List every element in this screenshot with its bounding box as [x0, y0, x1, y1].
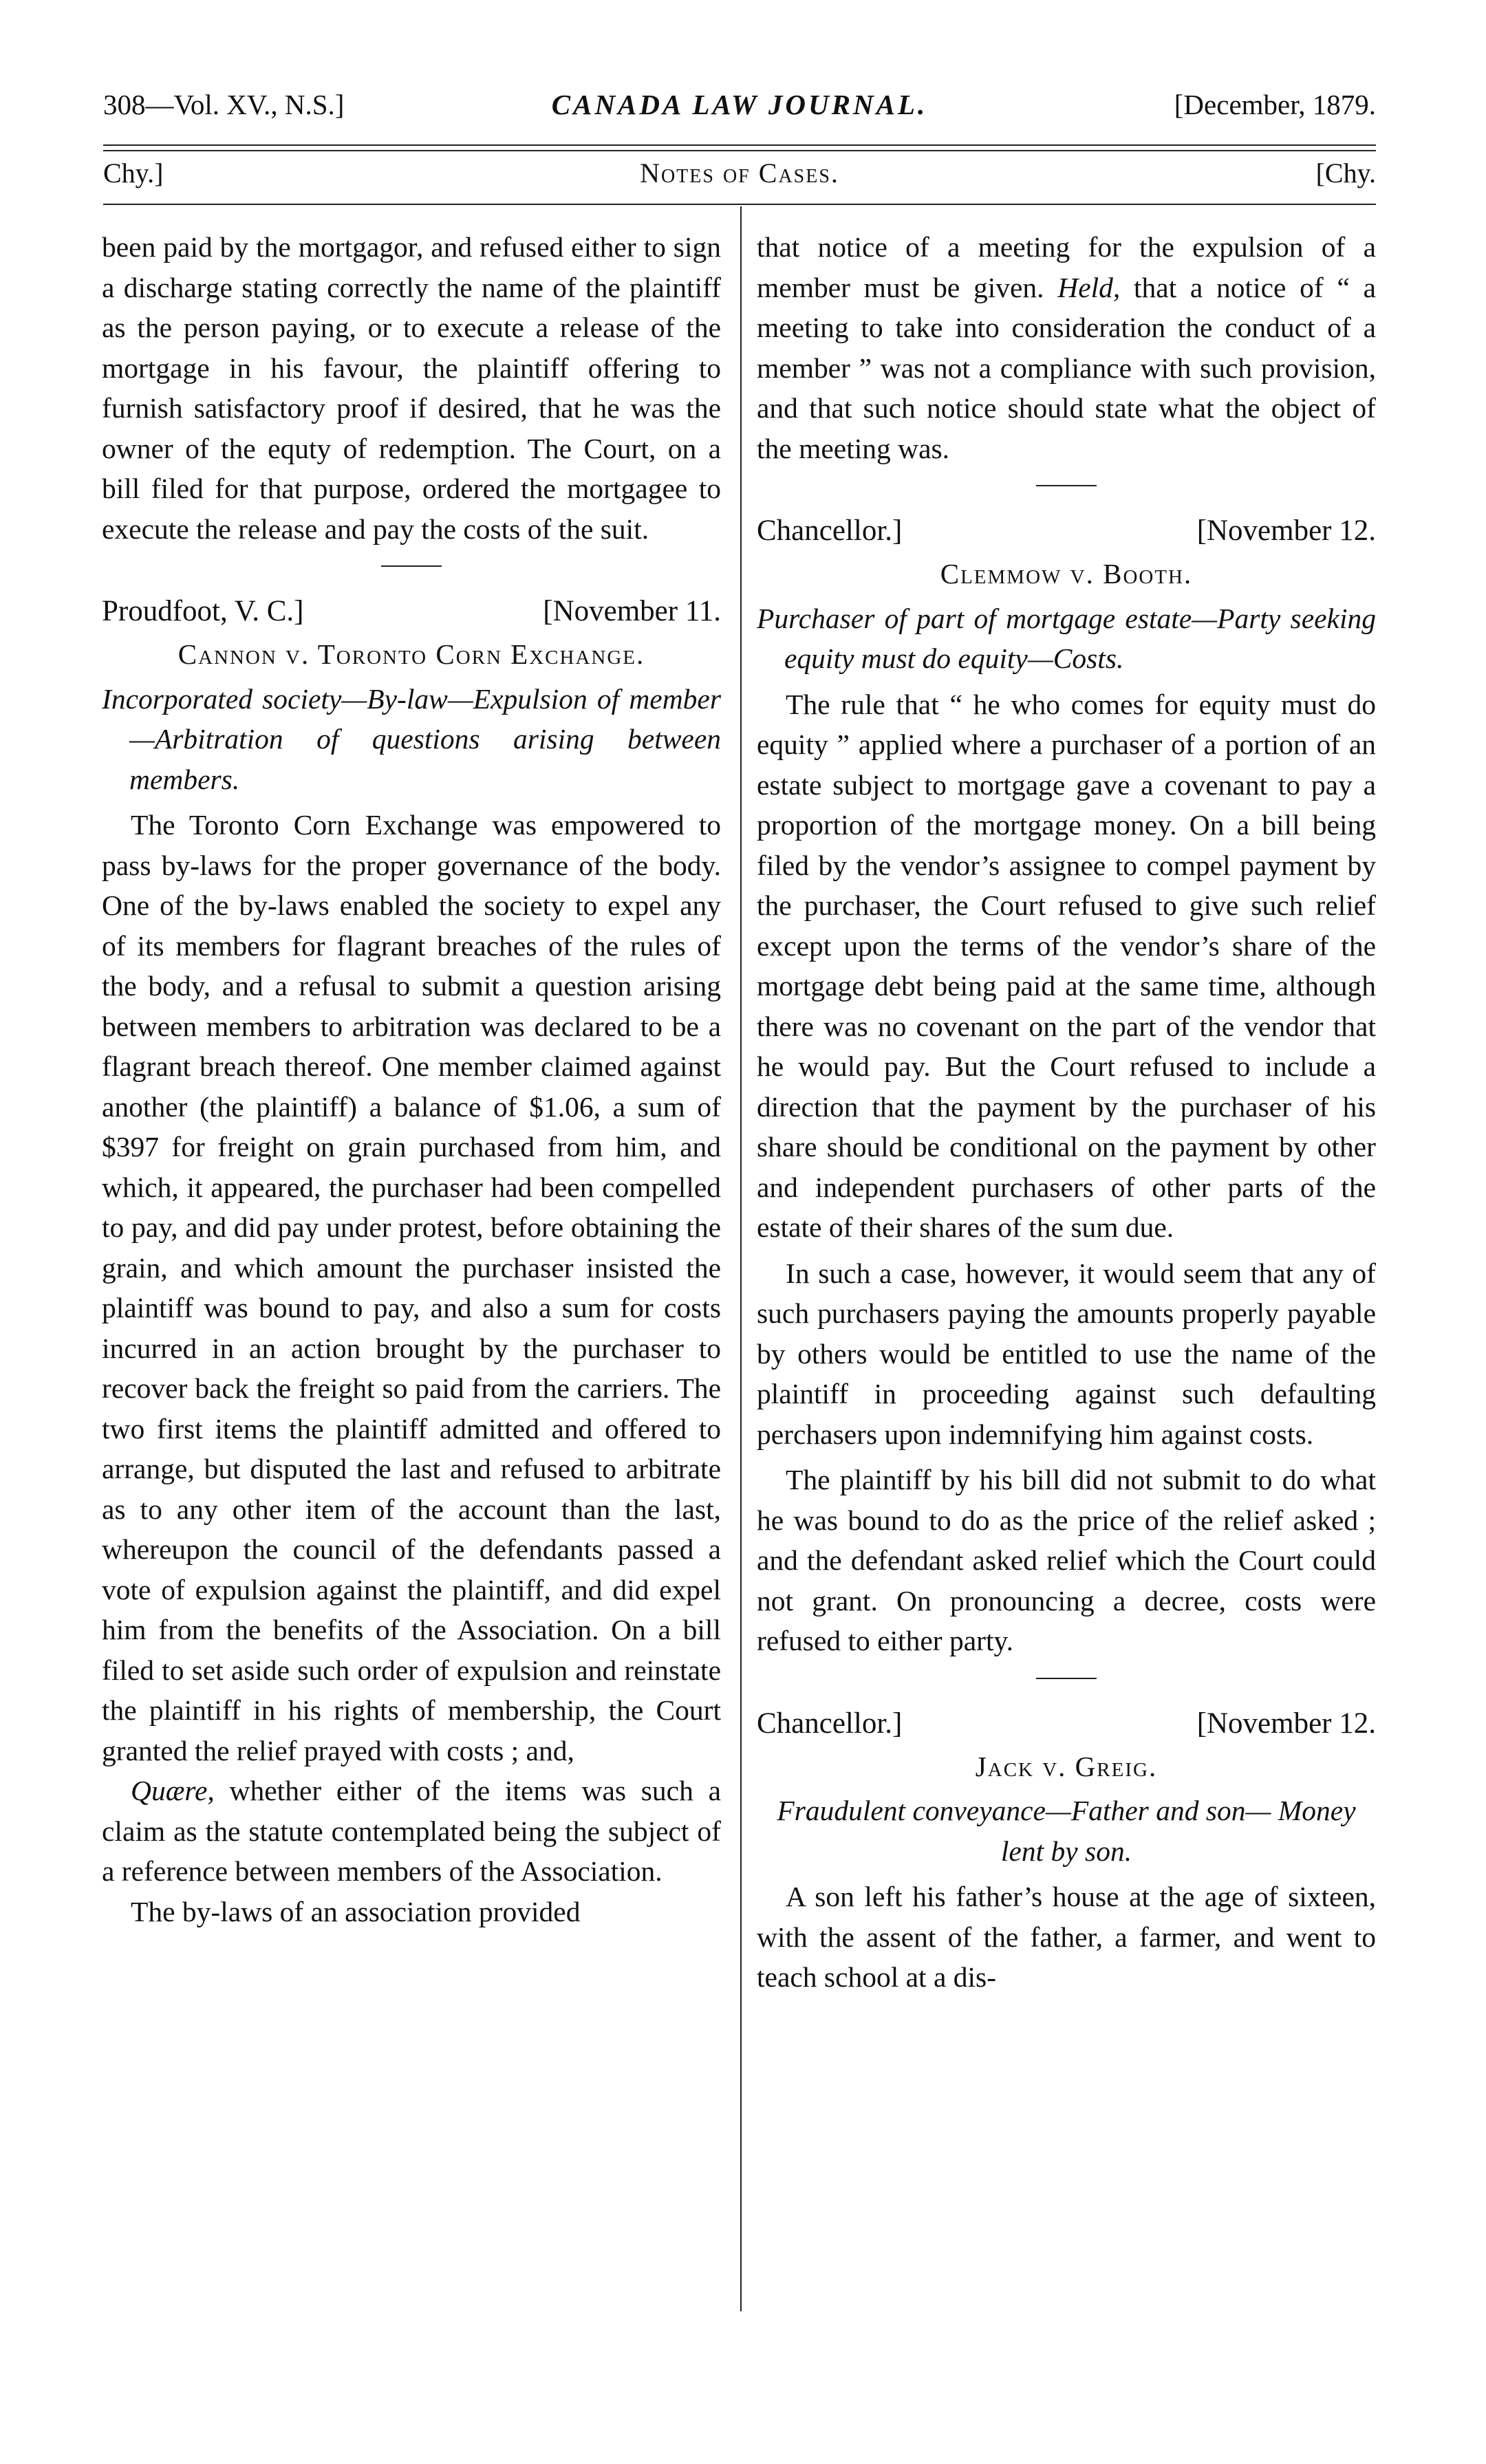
journal-title: CANADA LAW JOURNAL. — [551, 89, 928, 120]
quaere-term: Quære, — [131, 1775, 215, 1806]
case-judge: Chancellor.] — [757, 515, 903, 547]
case-paragraph: The Toronto Corn Exchange was empowered to pass by-laws for the proper governance of the body. One of the by-laws enabled the society to expel any of its members for flagrant breaches of the rules of the body, and a refusal to submit a question arising between members to arbitration was declared to be a flagrant breach thereof. One member claimed against another (the plaintiff) a balance of $1.06, a sum of $397 for freight on grain purchased from him, and which, it appeared, the purchaser had been compelled to pay, and did pay under protest, before obtaining the grain, and which amount the purchaser insisted the plaintiff was bound to pay, and also a sum for costs incurred in an action brought by the purchaser to recover back the freight so paid from the carriers. The two first items the plaintiff admitted and offered to arrange, but disputed the last and refused to arbitrate as to any other item of the account than the last, whereupon the council of the defendants passed a vote of expulsion against the plaintiff, and did expel him from the benefits of the Association. On a bill filed to set aside such order of expulsion and reinstate the plaintiff in his rights of membership, the Court granted the relief prayed with costs ; and, — [102, 809, 721, 1766]
issue-date: [December, 1879. — [1174, 89, 1376, 120]
case-paragraph: The plaintiff by his bill did not submit to do what he was bound to do as the price of the relief asked ; and the defendant asked relief which the Court could not grant. On pronouncing a decree, costs were refused to either party. — [757, 1464, 1376, 1656]
case-paragraph: The by-laws of an association provided — [131, 1895, 581, 1927]
continuation-text-b: that a notice of “ a meeting to take into consideration the conduct of a member ” was not a compliance with such provision, and that such notice should state what the object of the meeting was. — [757, 271, 1376, 464]
continuation-paragraph: been paid by the mortgagor, and refused either to sign a discharge stating correctly the name of the plaintiff as the person paying, or to execute a release of the mortgage in his favour, the plaintiff offering to furnish satisfactory proof if desired, that he was the owner of the equty of redemption. The Court, on a bill filed for that purpose, ordered the mortgagee to execute the release and pay the costs of the suit. — [102, 231, 721, 545]
case-paragraph: The rule that “ he who comes for equity must do equity ” applied where a purchaser of a portion of an estate subject to mortgage gave a covenant to pay a proportion of the mortgage money. On a bill being filed by the vendor’s assignee to compel payment by the purchaser, the Court refused to give such relief except upon the terms of the vendor’s share of the mortgage debt being paid at the same time, although there was no covenant on the part of the vendor that he would pay. But the Court refused to include a direction that the payment by the purchaser of his share should be conditional on the payment by other and independent purchasers of other parts of the estate of their shares of the sum due. — [757, 688, 1376, 1243]
continuation-text-a: that notice of a meeting for the expulsion of a member must be given. — [757, 231, 1376, 303]
case-date: [November 12. — [1196, 515, 1376, 547]
case-separator — [381, 565, 442, 567]
case-headnote: Purchaser of part of mortgage estate—Party seeking equity must do equity—Costs. — [757, 602, 1376, 674]
case-headnote: Incorporated society—By-law—Expulsion of member—Arbitration of questions arising between members. — [102, 682, 721, 795]
case-judge: Chancellor.] — [757, 1707, 903, 1740]
section-rule — [103, 204, 1376, 205]
column-divider — [740, 206, 742, 2311]
section-head — [103, 157, 1376, 199]
case-separator — [1036, 485, 1097, 486]
case-title: Jack v. Greig. — [975, 1750, 1158, 1782]
held-term: Held, — [1057, 271, 1121, 303]
case-court-line — [757, 511, 1376, 554]
page-volume-label: 308—Vol. XV., N.S.] — [103, 89, 345, 120]
case-date: [November 12. — [1196, 1707, 1376, 1740]
case-judge: Proudfoot, V. C.] — [102, 595, 304, 627]
header-rule-top — [103, 144, 1376, 146]
left-column — [102, 227, 721, 1932]
case-paragraph: In such a case, however, it would seem that any of such purchasers paying the amounts properly payable by others would be entitled to use the name of the plaintiff in proceeding against such defaulting perchasers upon indemnifying him against costs. — [757, 1257, 1376, 1450]
case-headnote: Fraudulent conveyance—Father and son— Money lent by son. — [777, 1795, 1356, 1867]
case-paragraph: A son left his father’s house at the age of sixteen, with the assent of the father, a farmer, and went to teach school at a dis- — [757, 1881, 1376, 1993]
case-separator — [1036, 1678, 1097, 1679]
case-court-line — [102, 592, 721, 634]
case-title: Clemmow v. Booth. — [940, 558, 1193, 590]
continuation-paragraph — [757, 227, 1376, 468]
running-head — [103, 88, 1376, 129]
quaere-text: whether either of the items was such a claim as the statute contemplated being the subject of a reference between members of the Association. — [102, 1775, 721, 1887]
section-title: Notes of Cases. — [640, 158, 839, 188]
section-court-right: [Chy. — [1315, 158, 1376, 188]
case-date: [November 11. — [543, 595, 721, 627]
case-paragraph-quaere — [102, 1771, 721, 1892]
section-court-left: Chy.] — [103, 158, 164, 188]
case-title: Cannon v. Toronto Corn Exchange. — [177, 638, 645, 670]
case-court-line — [757, 1704, 1376, 1747]
right-column — [757, 227, 1376, 1998]
header-rule-bottom — [103, 150, 1376, 151]
